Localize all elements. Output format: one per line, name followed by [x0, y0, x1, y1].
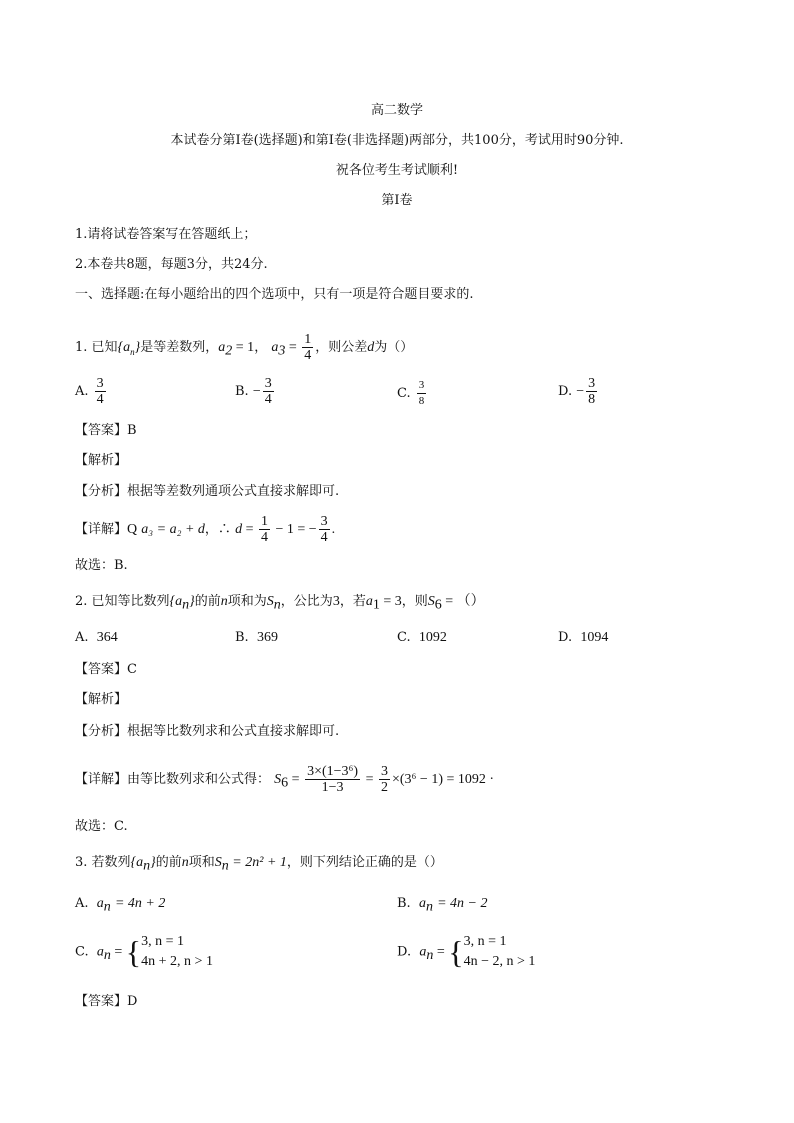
question-3: 3. 若数列$\{a_n\}$的前n项和$S_n = 2n^2 + 1$，则下列结论正确的是（） [75, 855, 443, 874]
question-2: 2. 已知等比数列$\{a_n\}$的前n项和为$S_n$，公比为3，若$a_1 = 3$，则$S_6$ = （） [75, 594, 485, 613]
page-title: 高二数学 [370, 103, 423, 118]
q1-answer: 【答案】B [75, 423, 137, 438]
exam-wish: 祝各位考生考试顺利! [335, 163, 459, 178]
note-1: 1.请将试卷答案写在答题纸上； [75, 227, 257, 242]
q2-xiangjie: 【详解】由等比数列求和公式得： $S_6$ = $\frac{\text{3×(1−3⁶)}}{1-3}$ = $\frac{3}{2}$ ×(3⁶ − 1) = 1092 · [75, 764, 495, 795]
note-2: 2.本卷共8题，每题3分，共24分. [75, 257, 268, 272]
q2-option-b: B. 369 [235, 630, 278, 645]
q2-option-d: D. 1094 [558, 630, 609, 645]
q1-fenxi: 【分析】根据等差数列通项公式直接求解即可. [75, 484, 340, 499]
q2-analysis-label: 【解析】 [75, 692, 128, 707]
q3-option-b: B. $a_n = 4n - 2$ [397, 896, 488, 915]
q1-option-d: D. − $\frac{3}{8}$ [558, 376, 596, 407]
q3-answer: 【答案】D [75, 994, 138, 1009]
q1-analysis-label: 【解析】 [75, 453, 128, 468]
exam-intro: 本试卷分第Ⅰ卷(选择题)和第Ⅰ卷(非选择题)两部分，共100分，考试用时90分钟. [170, 133, 624, 148]
q3-option-c: C. $a_n$ = { 3, n = 1 4n + 2, n > 1 [75, 934, 213, 970]
part-title: 第Ⅰ卷 [381, 193, 413, 208]
section-heading: 一、选择题:在每小题给出的四个选项中，只有一项是符合题目要求的. [75, 287, 474, 302]
q2-fenxi: 【分析】根据等比数列求和公式直接求解即可. [75, 724, 340, 739]
q1-option-b: B. − $\frac{3}{4}$ [235, 376, 272, 407]
q3-option-a: A. $a_n = 4n + 2$ [75, 896, 166, 915]
q1-xiangjie: 【详解】Q a₃ = a₂ + d，∴ d = $\frac{1}{4}$ − 1 = − $\frac{3}{4}$ . [75, 514, 336, 545]
q1-choose: 故选：B. [75, 558, 128, 573]
q3-option-d: D. $a_n$ = { 3, n = 1 4n − 2, n > 1 [397, 934, 536, 970]
q1-option-c: C. $\frac{3}{8}$ [397, 379, 425, 407]
q2-option-c: C. 1092 [397, 630, 447, 645]
q1-option-a: A. $\frac{3}{4}$ [75, 376, 104, 407]
q2-answer: 【答案】C [75, 662, 137, 677]
question-1: 1. 已知$\{a_n\}$是等差数列，$a_2 = 1$， $a_3$ = $\frac{1}{4}$ ，则公差d为（） [75, 332, 414, 363]
q2-option-a: A. 364 [75, 630, 118, 645]
q2-choose: 故选：C. [75, 819, 128, 834]
